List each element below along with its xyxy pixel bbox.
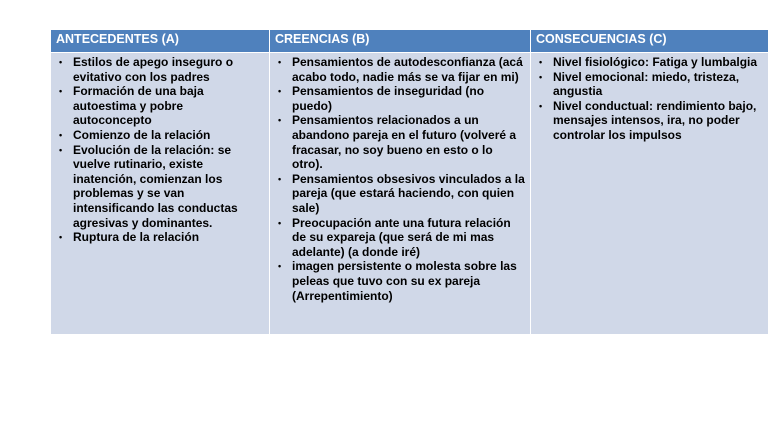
item-text: Formación de una baja autoestima y pobre autoconcepto: [73, 84, 204, 128]
bullet-icon: •: [59, 232, 63, 243]
bullet-icon: •: [539, 71, 543, 82]
item-text: Evolución de la relación: se vuelve rutinario, existe inatención, comienzan los problemas y se van intensificando las conductas agresivas y dominantes.: [73, 142, 238, 230]
list-item: [274, 172, 526, 216]
header-row: [51, 30, 768, 53]
list-consecuencias: [535, 55, 768, 143]
list-item: [274, 113, 526, 171]
header-consecuencias: CONSECUENCIAS (C): [531, 30, 768, 53]
bullet-icon: •: [278, 57, 282, 67]
content-row: [51, 53, 768, 335]
list-item: [535, 70, 768, 99]
bullet-icon: •: [539, 100, 543, 111]
bullet-icon: •: [59, 129, 63, 140]
item-text: Nivel conductual: rendimiento bajo, mensajes intensos, ira, no poder controlar los impulsos: [553, 98, 757, 142]
item-text: Pensamientos de inseguridad (no puedo): [292, 84, 485, 113]
bullet-icon: •: [278, 217, 282, 228]
bullet-icon: •: [539, 57, 543, 67]
bullet-icon: •: [59, 144, 63, 155]
item-text: Nivel emocional: miedo, tristeza, angustia: [553, 69, 740, 99]
bullet-icon: •: [59, 57, 63, 67]
item-text: Comienzo de la relación: [73, 127, 211, 142]
list-item: [535, 55, 768, 70]
item-text: Preocupación ante una futura relación de su expareja (que será de mi mas adelante) (a donde iré): [292, 215, 511, 259]
item-text: Nivel fisiológico: Fatiga y lumbalgia: [553, 55, 758, 69]
item-text: imagen persistente o molesta sobre las peleas que tuvo con su ex pareja (Arrepentimiento): [292, 259, 517, 303]
list-item: [274, 84, 526, 113]
item-text: Pensamientos relacionados a un abandono pareja en el futuro (volveré a fracasar, no soy bueno en esto o lo otro).: [292, 113, 517, 172]
cell-antecedentes: [51, 53, 270, 335]
abc-table: [50, 29, 768, 335]
bullet-icon: •: [278, 261, 282, 272]
item-text: Pensamientos de autodesconfianza (acá acabo todo, nadie más se va fijar en mi): [292, 55, 523, 84]
list-item: [55, 143, 265, 231]
list-item: [55, 84, 265, 128]
bullet-icon: •: [59, 86, 63, 97]
header-antecedentes: ANTECEDENTES (A): [51, 30, 270, 53]
bullet-icon: •: [278, 86, 282, 97]
item-text: Pensamientos obsesivos vinculados a la pareja (que estará haciendo, con quien sale): [292, 171, 525, 215]
list-antecedentes: [55, 55, 265, 245]
list-item: [55, 128, 265, 143]
item-text: Ruptura de la relación: [73, 230, 200, 245]
bullet-icon: •: [278, 115, 282, 126]
list-item: [274, 55, 526, 84]
list-item: [55, 230, 265, 245]
bullet-icon: •: [278, 173, 282, 184]
list-item: [535, 99, 768, 143]
item-text: Estilos de apego inseguro o evitativo con los padres: [73, 55, 234, 84]
list-creencias: [274, 55, 526, 303]
cell-creencias: [270, 53, 531, 335]
header-creencias: CREENCIAS (B): [270, 30, 531, 53]
list-item: [274, 259, 526, 303]
list-item: [55, 55, 265, 84]
cell-consecuencias: [531, 53, 768, 335]
list-item: [274, 216, 526, 260]
